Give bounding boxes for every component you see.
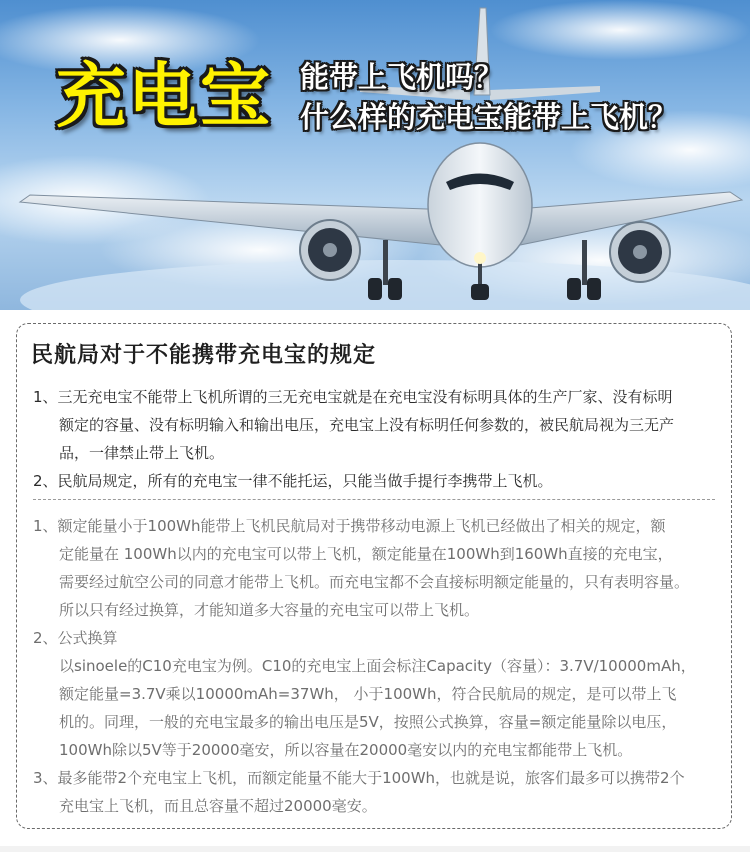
note-1-line-1: 1、额定能量小于100Wh能带上飞机民航局对于携带移动电源上飞机已经做出了相关的规定，额 [33,517,666,535]
note-3-line-2: 充电宝上飞机，而且总容量不超过20000毫安。 [59,797,377,815]
page-bottom-strip [0,846,750,852]
rule-1-line-2: 额定的容量、没有标明输入和输出电压，充电宝上没有标明任何参数的，被民航局视为三无产 [59,416,675,434]
rule-1-line-3: 品，一律禁止带上飞机。 [59,444,225,462]
note-2-line-2: 额定能量=3.7V乘以10000mAh=37Wh， 小于100Wh，符合民航局的规定，是可以带上飞 [59,685,677,703]
hero-banner [0,0,750,310]
note-2-line-1: 以sinoele的C10充电宝为例。C10的充电宝上面会标注Capacity（容量）：3.7V/10000mAh， [59,657,696,675]
headline-question-2: 什么样的充电宝能带上飞机？ [300,100,678,134]
headline-question-1: 能带上飞机吗？ [300,60,504,94]
section-title: 民航局对于不能携带充电宝的规定 [31,343,377,368]
note-2-heading: 2、公式换算 [33,629,118,647]
note-2-line-4: 100Wh除以5V等于20000毫安，所以容量在20000毫安以内的充电宝都能带上飞机。 [59,741,633,759]
regulation-card [16,323,732,829]
note-1-line-4: 所以只有经过换算，才能知道多大容量的充电宝可以带上飞机。 [59,601,480,619]
note-2-line-3: 机的。同理，一般的充电宝最多的输出电压是5V，按照公式换算，容量=额定能量除以电压， [59,713,677,731]
rule-1-line-1: 1、三无充电宝不能带上飞机所谓的三无充电宝就是在充电宝没有标明具体的生产厂家、没有标明 [33,388,673,406]
section-divider [33,499,715,500]
notes-list [33,512,696,820]
note-1-line-2: 定能量在 100Wh以内的充电宝可以带上飞机，额定能量在100Wh到160Wh直接的充电宝， [59,545,673,563]
airplane-illustration [0,0,750,310]
note-3-line-1: 3、最多能带2个充电宝上飞机，而额定能量不能大于100Wh，也就是说，旅客们最多可以携带2个 [33,769,685,787]
headline-main: 充电宝 [56,55,272,137]
rule-2-line-1: 2、民航局规定，所有的充电宝一律不能托运，只能当做手提行李携带上飞机。 [33,472,553,490]
rules-list [33,383,674,495]
note-1-line-3: 需要经过航空公司的同意才能带上飞机。而充电宝都不会直接标明额定能量的，只有表明容量。 [59,573,690,591]
